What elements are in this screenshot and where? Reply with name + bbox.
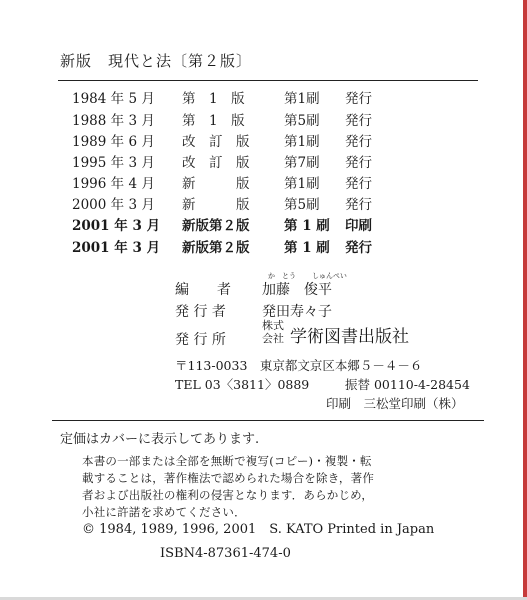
price-notice: 定価はカバーに表示してあります.	[60, 432, 260, 447]
history-edition: 改 訂 版	[182, 134, 250, 150]
copyright-notice-line: 本書の一部または全部を無断で複写(コピー)・複製・転	[82, 454, 372, 468]
company-label: 発 行 所	[175, 332, 226, 348]
history-printing: 第5刷	[284, 197, 320, 213]
history-edition: 新 版	[182, 197, 250, 213]
history-edition: 新版第２版	[182, 218, 250, 234]
history-action: 発行	[345, 197, 372, 213]
copyright-notice-line: 載することは，著作権法で認められた場合を除き，著作	[82, 471, 375, 485]
history-date: 2001 年 3 月	[72, 240, 161, 256]
page-edge-red	[523, 0, 527, 600]
history-action: 発行	[345, 240, 372, 256]
history-printing: 第5刷	[284, 113, 320, 129]
copyright-notice-line: 者および出版社の権利の侵害となります．あらかじめ，	[82, 488, 374, 502]
printer: 印刷 三松堂印刷（株）	[326, 396, 464, 411]
history-action: 発行	[345, 176, 372, 192]
publisher-label: 発 行 者	[175, 304, 226, 320]
history-edition: 改 訂 版	[182, 155, 250, 171]
history-printing: 第7刷	[284, 155, 320, 171]
history-printing: 第1刷	[284, 134, 320, 150]
publisher-name: 発田寿々子	[262, 304, 332, 320]
history-date: 1984 年 5 月	[72, 91, 155, 107]
company-type-top: 株式	[262, 319, 284, 332]
history-action: 印刷	[345, 218, 372, 234]
history-edition: 新 版	[182, 176, 250, 192]
history-action: 発行	[345, 113, 372, 129]
postal-transfer: 振替 00110-4-28454	[345, 377, 470, 392]
history-date: 2000 年 3 月	[72, 197, 155, 213]
editor-name: 加藤 俊平	[262, 282, 332, 298]
company-name: 学術図書出版社	[290, 327, 409, 347]
book-title: 新版 現代と法〔第２版〕	[60, 52, 253, 70]
telephone: TEL 03〈3811〉0889	[175, 377, 310, 392]
history-printing: 第1刷	[284, 176, 320, 192]
history-action: 発行	[345, 134, 372, 150]
history-date: 1989 年 6 月	[72, 134, 155, 150]
history-edition: 第 1 版	[182, 113, 245, 129]
notice-rule	[52, 420, 484, 421]
history-action: 発行	[345, 155, 372, 171]
isbn: ISBN4-87361-474-0	[160, 546, 291, 561]
copyright-line: © 1984, 1989, 1996, 2001 S. KATO Printed in Japan	[82, 522, 435, 537]
history-printing: 第 1 刷	[284, 218, 330, 234]
title-rule	[58, 80, 478, 81]
editor-label: 編 者	[175, 282, 231, 298]
history-date: 1988 年 3 月	[72, 113, 155, 129]
history-edition: 新版第２版	[182, 240, 250, 256]
address: 〒113-0033 東京都文京区本郷５－４－６	[175, 358, 423, 373]
history-date: 1996 年 4 月	[72, 176, 155, 192]
history-action: 発行	[345, 91, 372, 107]
history-date: 1995 年 3 月	[72, 155, 155, 171]
history-printing: 第 1 刷	[284, 240, 330, 256]
editor-ruby-shunpei: しゅんぺい	[312, 272, 347, 280]
history-printing: 第1刷	[284, 91, 320, 107]
history-date: 2001 年 3 月	[72, 218, 161, 234]
editor-ruby-kato: か とう	[268, 272, 296, 280]
company-type-bottom: 会社	[262, 332, 284, 345]
history-edition: 第 1 版	[182, 91, 245, 107]
copyright-notice-line: 小社に許諾を求めてください．	[82, 505, 246, 519]
